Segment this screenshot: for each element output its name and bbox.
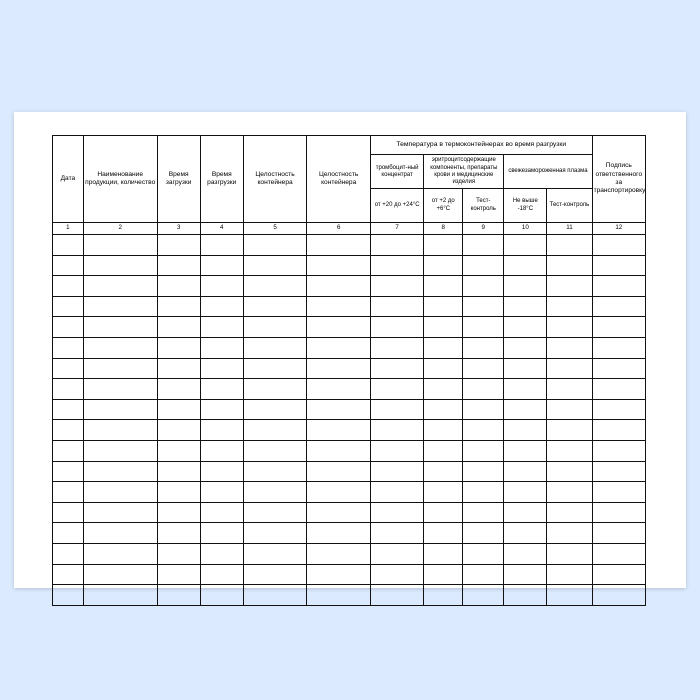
table-cell[interactable] xyxy=(83,523,157,544)
table-cell[interactable] xyxy=(200,296,243,317)
table-cell[interactable] xyxy=(243,482,307,503)
table-cell[interactable] xyxy=(307,585,371,606)
table-cell[interactable] xyxy=(307,255,371,276)
table-cell[interactable] xyxy=(504,461,547,482)
table-cell[interactable] xyxy=(53,502,84,523)
table-cell[interactable] xyxy=(547,564,592,585)
table-cell[interactable] xyxy=(200,399,243,420)
table-cell[interactable] xyxy=(504,235,547,256)
table-cell[interactable] xyxy=(463,523,504,544)
column-number-6: 6 xyxy=(307,223,371,235)
table-cell[interactable] xyxy=(307,502,371,523)
table-cell[interactable] xyxy=(370,399,423,420)
subgroup-header-plasma: свежезамороженная плазма xyxy=(504,155,592,189)
subgroup-header-platelet: тромбоцит-ный концентрат xyxy=(370,155,423,189)
table-cell[interactable] xyxy=(547,235,592,256)
table-cell[interactable] xyxy=(157,235,200,256)
table-cell[interactable] xyxy=(504,523,547,544)
table-cell[interactable] xyxy=(370,337,423,358)
table-row[interactable] xyxy=(53,564,646,585)
table-cell[interactable] xyxy=(370,296,423,317)
table-cell[interactable] xyxy=(424,255,463,276)
table-cell[interactable] xyxy=(504,317,547,338)
table-row[interactable] xyxy=(53,440,646,461)
table-cell[interactable] xyxy=(83,276,157,297)
paper-sheet xyxy=(14,112,686,588)
table-cell[interactable] xyxy=(157,585,200,606)
table-cell[interactable] xyxy=(243,461,307,482)
table-cell[interactable] xyxy=(200,235,243,256)
table-cell[interactable] xyxy=(307,358,371,379)
table-cell[interactable] xyxy=(157,502,200,523)
table-cell[interactable] xyxy=(83,235,157,256)
table-cell[interactable] xyxy=(424,482,463,503)
table-cell[interactable] xyxy=(592,337,645,358)
table-cell[interactable] xyxy=(424,235,463,256)
table-row[interactable] xyxy=(53,461,646,482)
table-row[interactable] xyxy=(53,482,646,503)
limit-erythrocyte: от +2 до +6°C xyxy=(424,189,463,223)
table-cell[interactable] xyxy=(307,440,371,461)
table-cell[interactable] xyxy=(200,317,243,338)
table-cell[interactable] xyxy=(83,379,157,400)
table-cell[interactable] xyxy=(370,440,423,461)
table-cell[interactable] xyxy=(504,337,547,358)
table-cell[interactable] xyxy=(592,399,645,420)
table-cell[interactable] xyxy=(200,255,243,276)
table-row[interactable] xyxy=(53,543,646,564)
table-cell[interactable] xyxy=(243,585,307,606)
table-row[interactable] xyxy=(53,585,646,606)
table-cell[interactable] xyxy=(307,420,371,441)
table-cell[interactable] xyxy=(592,276,645,297)
table-cell[interactable] xyxy=(200,276,243,297)
table-cell[interactable] xyxy=(53,420,84,441)
table-cell[interactable] xyxy=(243,399,307,420)
table-cell[interactable] xyxy=(200,379,243,400)
table-cell[interactable] xyxy=(504,420,547,441)
table-cell[interactable] xyxy=(53,276,84,297)
header-row-group xyxy=(53,136,646,155)
table-cell[interactable] xyxy=(370,523,423,544)
table-cell[interactable] xyxy=(200,585,243,606)
table-cell[interactable] xyxy=(592,420,645,441)
table-cell[interactable] xyxy=(243,317,307,338)
table-cell[interactable] xyxy=(424,317,463,338)
table-row[interactable] xyxy=(53,379,646,400)
column-header-unload-time: Время разгрузки xyxy=(200,136,243,223)
table-cell[interactable] xyxy=(504,502,547,523)
table-cell[interactable] xyxy=(53,296,84,317)
table-cell[interactable] xyxy=(200,564,243,585)
column-header-load-time: Время загрузки xyxy=(157,136,200,223)
table-cell[interactable] xyxy=(53,461,84,482)
column-number-5: 5 xyxy=(243,223,307,235)
table-cell[interactable] xyxy=(463,235,504,256)
table-cell[interactable] xyxy=(370,420,423,441)
column-number-8: 8 xyxy=(424,223,463,235)
table-cell[interactable] xyxy=(504,296,547,317)
table-cell[interactable] xyxy=(370,255,423,276)
table-cell[interactable] xyxy=(200,440,243,461)
table-cell[interactable] xyxy=(463,379,504,400)
table-cell[interactable] xyxy=(307,543,371,564)
table-cell[interactable] xyxy=(307,235,371,256)
table-cell[interactable] xyxy=(307,399,371,420)
table-cell[interactable] xyxy=(83,585,157,606)
subgroup-header-erythrocyte: эритроцитсодержащие компоненты, препараты крови и медицинские изделия xyxy=(424,155,504,189)
table-cell[interactable] xyxy=(307,317,371,338)
table-row[interactable] xyxy=(53,523,646,544)
table-cell[interactable] xyxy=(157,358,200,379)
column-header-signature: Подпись ответственного за транспортировку xyxy=(592,136,645,223)
table-cell[interactable] xyxy=(53,482,84,503)
table-cell[interactable] xyxy=(424,543,463,564)
table-cell[interactable] xyxy=(424,379,463,400)
table-cell[interactable] xyxy=(424,358,463,379)
table-cell[interactable] xyxy=(463,543,504,564)
column-header-product: Наименование продукции, количество xyxy=(83,136,157,223)
table-cell[interactable] xyxy=(547,358,592,379)
table-row[interactable] xyxy=(53,296,646,317)
table-cell[interactable] xyxy=(547,502,592,523)
table-cell[interactable] xyxy=(53,585,84,606)
table-cell[interactable] xyxy=(463,337,504,358)
journal-table xyxy=(52,135,646,606)
table-cell[interactable] xyxy=(200,358,243,379)
table-cell[interactable] xyxy=(547,461,592,482)
limit-platelet: от +20 до +24°C xyxy=(370,189,423,223)
column-number-row xyxy=(53,223,646,235)
table-row[interactable] xyxy=(53,358,646,379)
table-cell[interactable] xyxy=(592,379,645,400)
table-cell[interactable] xyxy=(243,420,307,441)
table-cell[interactable] xyxy=(307,564,371,585)
table-cell[interactable] xyxy=(157,255,200,276)
column-number-10: 10 xyxy=(504,223,547,235)
table-row[interactable] xyxy=(53,235,646,256)
table-cell[interactable] xyxy=(307,482,371,503)
column-number-2: 2 xyxy=(83,223,157,235)
table-body xyxy=(53,235,646,606)
table-cell[interactable] xyxy=(200,502,243,523)
table-cell[interactable] xyxy=(547,585,592,606)
table-cell[interactable] xyxy=(592,440,645,461)
table-cell[interactable] xyxy=(200,337,243,358)
table-cell[interactable] xyxy=(463,255,504,276)
table-cell[interactable] xyxy=(504,379,547,400)
table-row[interactable] xyxy=(53,337,646,358)
table-cell[interactable] xyxy=(424,523,463,544)
table-cell[interactable] xyxy=(243,255,307,276)
table-cell[interactable] xyxy=(463,585,504,606)
table-cell[interactable] xyxy=(463,399,504,420)
table-row[interactable] xyxy=(53,317,646,338)
table-cell[interactable] xyxy=(424,337,463,358)
table-cell[interactable] xyxy=(547,379,592,400)
table-cell[interactable] xyxy=(83,502,157,523)
table-cell[interactable] xyxy=(83,543,157,564)
column-number-7: 7 xyxy=(370,223,423,235)
table-cell[interactable] xyxy=(157,564,200,585)
table-cell[interactable] xyxy=(370,358,423,379)
table-cell[interactable] xyxy=(200,482,243,503)
table-cell[interactable] xyxy=(53,564,84,585)
table-cell[interactable] xyxy=(463,420,504,441)
table-cell[interactable] xyxy=(307,379,371,400)
table-cell[interactable] xyxy=(424,399,463,420)
table-cell[interactable] xyxy=(547,420,592,441)
table-cell[interactable] xyxy=(592,235,645,256)
column-number-11: 11 xyxy=(547,223,592,235)
table-cell[interactable] xyxy=(504,585,547,606)
column-header-container-integrity-1: Целостность контейнера xyxy=(243,136,307,223)
table-cell[interactable] xyxy=(157,317,200,338)
table-cell[interactable] xyxy=(424,420,463,441)
table-cell[interactable] xyxy=(504,482,547,503)
table-cell[interactable] xyxy=(157,543,200,564)
table-cell[interactable] xyxy=(592,358,645,379)
journal-table-container xyxy=(52,135,646,567)
table-cell[interactable] xyxy=(504,399,547,420)
table-cell[interactable] xyxy=(504,276,547,297)
table-cell[interactable] xyxy=(307,461,371,482)
table-cell[interactable] xyxy=(547,440,592,461)
table-cell[interactable] xyxy=(592,255,645,276)
table-cell[interactable] xyxy=(157,276,200,297)
table-cell[interactable] xyxy=(307,337,371,358)
table-cell[interactable] xyxy=(370,235,423,256)
table-cell[interactable] xyxy=(243,296,307,317)
table-cell[interactable] xyxy=(83,564,157,585)
column-number-12: 12 xyxy=(592,223,645,235)
table-cell[interactable] xyxy=(83,399,157,420)
table-cell[interactable] xyxy=(243,337,307,358)
table-cell[interactable] xyxy=(424,461,463,482)
table-cell[interactable] xyxy=(53,337,84,358)
table-cell[interactable] xyxy=(157,296,200,317)
table-cell[interactable] xyxy=(592,585,645,606)
table-cell[interactable] xyxy=(200,523,243,544)
table-cell[interactable] xyxy=(157,523,200,544)
table-cell[interactable] xyxy=(243,543,307,564)
table-cell[interactable] xyxy=(547,399,592,420)
table-cell[interactable] xyxy=(83,337,157,358)
table-cell[interactable] xyxy=(157,440,200,461)
limit-plasma: Не выше -18°C xyxy=(504,189,547,223)
table-cell[interactable] xyxy=(370,585,423,606)
table-cell[interactable] xyxy=(463,440,504,461)
table-cell[interactable] xyxy=(547,276,592,297)
table-cell[interactable] xyxy=(504,255,547,276)
table-cell[interactable] xyxy=(370,502,423,523)
table-cell[interactable] xyxy=(83,440,157,461)
table-cell[interactable] xyxy=(157,337,200,358)
table-cell[interactable] xyxy=(424,564,463,585)
table-cell[interactable] xyxy=(592,461,645,482)
column-group-header-temperature: Температура в термоконтейнерах во время разгрузки xyxy=(370,136,592,155)
table-cell[interactable] xyxy=(53,440,84,461)
table-cell[interactable] xyxy=(370,543,423,564)
table-row[interactable] xyxy=(53,276,646,297)
table-cell[interactable] xyxy=(200,461,243,482)
table-cell[interactable] xyxy=(592,502,645,523)
table-header xyxy=(53,136,646,235)
table-cell[interactable] xyxy=(243,276,307,297)
column-header-container-integrity-2: Целостность контейнера xyxy=(307,136,371,223)
table-cell[interactable] xyxy=(307,296,371,317)
table-cell[interactable] xyxy=(307,276,371,297)
table-cell[interactable] xyxy=(243,358,307,379)
table-cell[interactable] xyxy=(592,482,645,503)
table-cell[interactable] xyxy=(243,440,307,461)
table-cell[interactable] xyxy=(243,564,307,585)
table-cell[interactable] xyxy=(157,482,200,503)
table-cell[interactable] xyxy=(243,502,307,523)
table-cell[interactable] xyxy=(547,317,592,338)
table-cell[interactable] xyxy=(592,564,645,585)
table-cell[interactable] xyxy=(592,523,645,544)
table-cell[interactable] xyxy=(370,461,423,482)
table-cell[interactable] xyxy=(370,276,423,297)
table-cell[interactable] xyxy=(370,482,423,503)
table-cell[interactable] xyxy=(547,523,592,544)
table-cell[interactable] xyxy=(53,235,84,256)
table-cell[interactable] xyxy=(200,543,243,564)
table-row[interactable] xyxy=(53,420,646,441)
table-cell[interactable] xyxy=(424,440,463,461)
table-cell[interactable] xyxy=(424,276,463,297)
table-cell[interactable] xyxy=(547,482,592,503)
table-cell[interactable] xyxy=(424,585,463,606)
table-cell[interactable] xyxy=(157,420,200,441)
table-cell[interactable] xyxy=(83,317,157,338)
table-cell[interactable] xyxy=(504,564,547,585)
table-cell[interactable] xyxy=(463,317,504,338)
table-cell[interactable] xyxy=(157,379,200,400)
limit-plasma-test: Тест-контроль xyxy=(547,189,592,223)
table-cell[interactable] xyxy=(53,358,84,379)
table-row[interactable] xyxy=(53,502,646,523)
column-number-9: 9 xyxy=(463,223,504,235)
table-cell[interactable] xyxy=(463,482,504,503)
limit-erythrocyte-test: Тест-контроль xyxy=(463,189,504,223)
table-cell[interactable] xyxy=(53,255,84,276)
table-cell[interactable] xyxy=(463,296,504,317)
table-cell[interactable] xyxy=(83,482,157,503)
table-cell[interactable] xyxy=(463,276,504,297)
table-cell[interactable] xyxy=(370,564,423,585)
table-cell[interactable] xyxy=(547,543,592,564)
table-cell[interactable] xyxy=(463,358,504,379)
table-cell[interactable] xyxy=(243,235,307,256)
table-cell[interactable] xyxy=(504,440,547,461)
table-cell[interactable] xyxy=(547,255,592,276)
table-cell[interactable] xyxy=(157,461,200,482)
table-cell[interactable] xyxy=(83,255,157,276)
table-row[interactable] xyxy=(53,399,646,420)
table-cell[interactable] xyxy=(200,420,243,441)
table-cell[interactable] xyxy=(504,543,547,564)
table-row[interactable] xyxy=(53,255,646,276)
table-cell[interactable] xyxy=(504,358,547,379)
table-cell[interactable] xyxy=(370,317,423,338)
table-cell[interactable] xyxy=(463,461,504,482)
table-cell[interactable] xyxy=(592,296,645,317)
column-number-1: 1 xyxy=(53,223,84,235)
table-cell[interactable] xyxy=(307,523,371,544)
column-header-date: Дата xyxy=(53,136,84,223)
table-cell[interactable] xyxy=(157,399,200,420)
table-cell[interactable] xyxy=(83,358,157,379)
table-cell[interactable] xyxy=(243,523,307,544)
table-cell[interactable] xyxy=(83,296,157,317)
table-cell[interactable] xyxy=(53,379,84,400)
table-cell[interactable] xyxy=(83,420,157,441)
table-cell[interactable] xyxy=(463,502,504,523)
table-cell[interactable] xyxy=(243,379,307,400)
table-cell[interactable] xyxy=(53,523,84,544)
table-cell[interactable] xyxy=(83,461,157,482)
table-cell[interactable] xyxy=(370,379,423,400)
table-cell[interactable] xyxy=(592,317,645,338)
table-cell[interactable] xyxy=(424,502,463,523)
table-cell[interactable] xyxy=(547,337,592,358)
table-cell[interactable] xyxy=(592,543,645,564)
column-number-4: 4 xyxy=(200,223,243,235)
table-cell[interactable] xyxy=(463,564,504,585)
table-cell[interactable] xyxy=(424,296,463,317)
table-cell[interactable] xyxy=(53,543,84,564)
column-number-3: 3 xyxy=(157,223,200,235)
table-cell[interactable] xyxy=(547,296,592,317)
table-cell[interactable] xyxy=(53,317,84,338)
table-cell[interactable] xyxy=(53,399,84,420)
